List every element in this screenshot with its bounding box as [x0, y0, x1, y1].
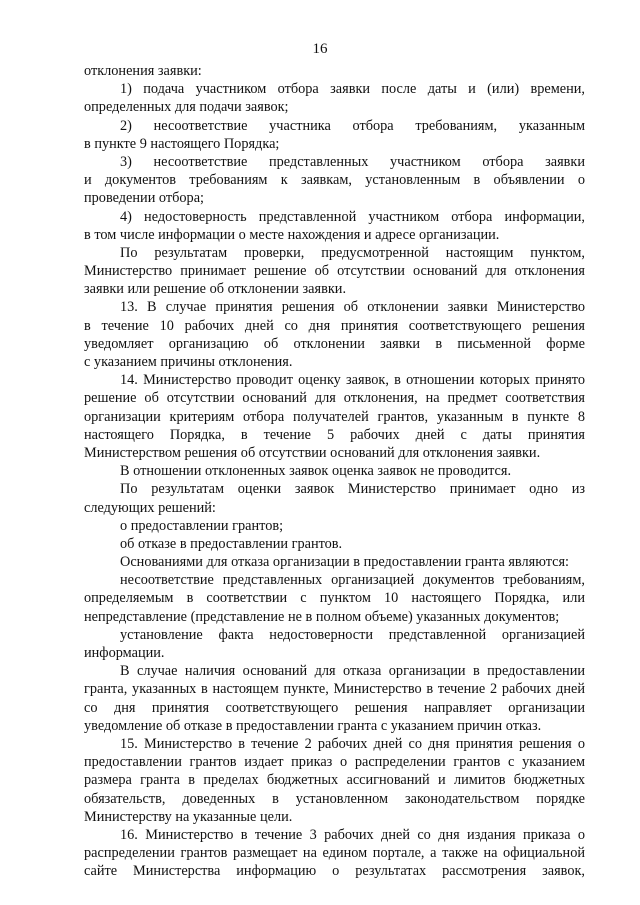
text-line: определенных для подачи заявок;: [84, 99, 289, 116]
text-line: 2) несоответствие участника отбора требованиям, указанным: [120, 117, 585, 134]
text-line: проведении отбора;: [84, 190, 205, 207]
text-line: гранта, указанных в настоящем пункте, Министерство в течение 2 рабочих дней: [84, 681, 585, 698]
text-line: решение об отсутствии оснований для отклонения, на предмет соответствия: [84, 390, 585, 407]
text-line: 14. Министерство проводит оценку заявок, в отношении которых принято: [120, 372, 585, 389]
text-line: информации.: [84, 645, 165, 661]
text-line: распределении грантов размещает на едином портале, а также на официальной: [84, 845, 585, 862]
text-line: несоответствие представленных организацией документов требованиям,: [120, 572, 585, 589]
text-line: в пункте 9 настоящего Порядка;: [84, 135, 280, 152]
text-line: уведомляет организацию об отклонении заявки в письменной форме: [84, 335, 585, 352]
text-line: о предоставлении грантов;: [120, 517, 284, 534]
text-line: уведомление об отказе в предоставлении гранта с указанием причин отказ.: [84, 717, 542, 734]
text-line: размера гранта в пределах бюджетных ассигнований и лимитов бюджетных: [84, 772, 585, 789]
text-line: Министерство принимает решение об отсутствии оснований для отклонения: [84, 263, 585, 280]
text-line: 13. В случае принятия решения об отклонении заявки Министерство: [120, 299, 585, 316]
document-body: [84, 62, 585, 880]
text-line: По результатам оценки заявок Министерство принимает одно из: [120, 481, 585, 498]
text-line: в течение 10 рабочих дней со дня принятия соответствующего решения: [84, 317, 585, 334]
text-line: определяемым в соответствии с пунктом 10 настоящего Порядка, или: [84, 590, 585, 607]
text-line: отклонения заявки:: [84, 63, 202, 79]
text-line: сайте Министерства информацию о результатах рассмотрения заявок,: [84, 863, 585, 880]
text-line: установление факта недостоверности представленной организацией: [120, 626, 585, 643]
text-line: В случае наличия оснований для отказа организации в предоставлении: [120, 663, 585, 680]
text-line: 15. Министерство в течение 2 рабочих дней со дня принятия решения о: [120, 735, 585, 752]
text-line: и документов требованиям к заявкам, установленным в объявлении о: [84, 172, 585, 189]
text-line: со дня принятия соответствующего решения направляет организации: [84, 699, 585, 716]
text-line: непредставление (представление не в полном объеме) указанных документов;: [84, 608, 560, 625]
text-line: в том числе информации о месте нахождения и адресе организации.: [84, 226, 500, 243]
text-line: предоставлении грантов издает приказ о распределении грантов с указанием: [84, 754, 585, 771]
text-line: Министерству на указанные цели.: [84, 808, 293, 825]
text-line: заявки или решение об отклонении заявки.: [84, 281, 347, 298]
text-line: об отказе в предоставлении грантов.: [120, 535, 343, 552]
text-line: обязательств, доведенных в установленном законодательством порядке: [84, 790, 585, 807]
text-line: В отношении отклоненных заявок оценка заявок не проводится.: [120, 463, 512, 480]
text-line: организации критериям отбора получателей грантов, указанным в пункте 8: [84, 408, 585, 425]
text-line: следующих решений:: [84, 499, 216, 516]
text-line: Основаниями для отказа организации в предоставлении гранта являются:: [120, 554, 570, 571]
page-number: 16: [312, 41, 328, 57]
text-line: с указанием причины отклонения.: [84, 354, 293, 370]
text-line: 4) недостоверность представленной участником отбора информации,: [120, 208, 585, 225]
text-line: По результатам проверки, предусмотренной настоящим пунктом,: [120, 244, 585, 261]
text-line: настоящего Порядка, в течение 5 рабочих дней с даты принятия: [84, 426, 585, 443]
text-line: Министерством решения об отсутствии оснований для отклонения заявки.: [84, 444, 541, 461]
text-line: 1) подача участником отбора заявки после даты и (или) времени,: [120, 81, 585, 98]
text-line: 16. Министерство в течение 3 рабочих дней со дня издания приказа о: [120, 826, 585, 843]
text-line: 3) несоответствие представленных участником отбора заявки: [120, 153, 585, 170]
